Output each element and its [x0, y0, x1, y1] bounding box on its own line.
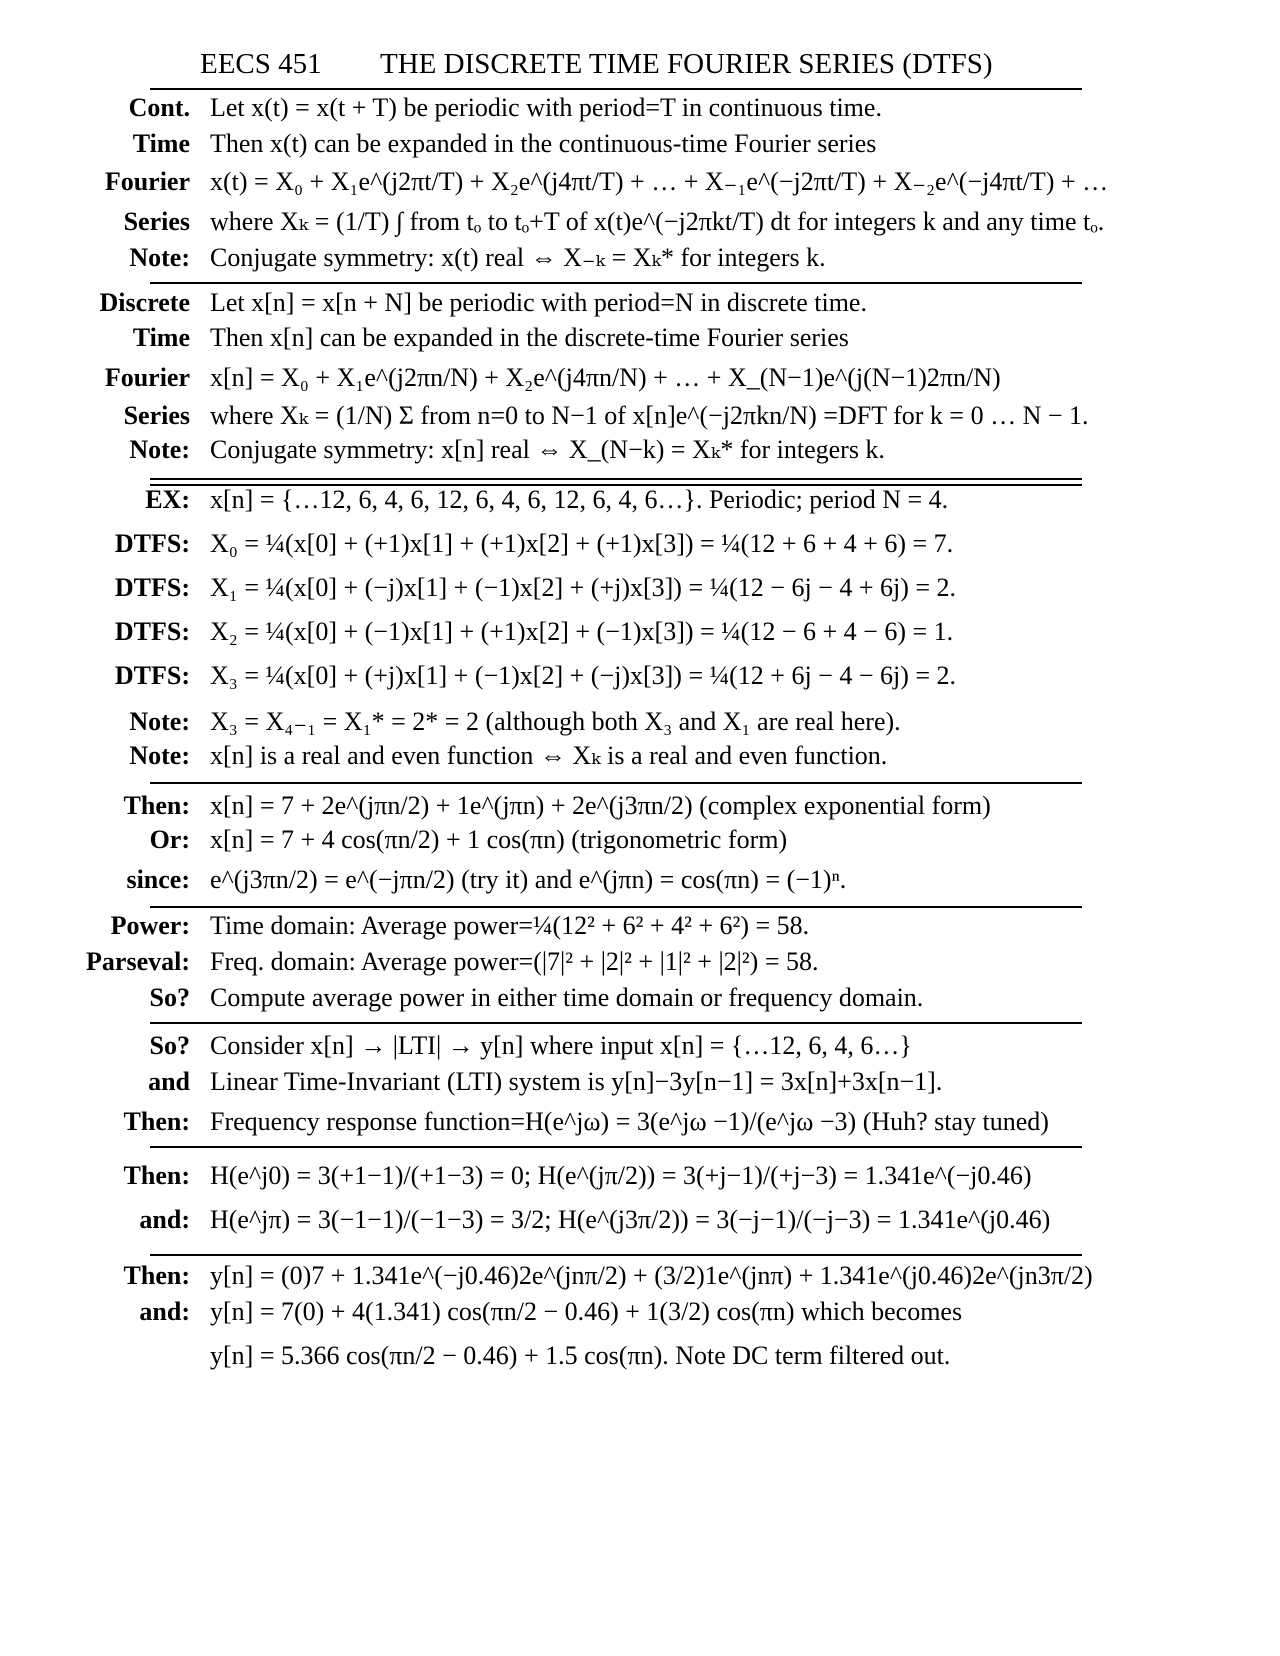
row-text: Then x(t) can be expanded in the continuous-time Fourier series [210, 129, 877, 158]
row-label: DTFS: [114, 661, 190, 690]
text-row [0, 524, 1280, 564]
row-text: Compute average power in either time domain or frequency domain. [210, 983, 924, 1012]
row-label: Then: [123, 1261, 190, 1290]
row-label: So? [149, 1031, 190, 1060]
row-label: Time [132, 323, 190, 352]
row-label: Fourier [104, 167, 190, 196]
row-label: Power: [110, 911, 190, 940]
row-text: x(t) = X₀ + X₁e^(j2πt/T) + X₂e^(j4πt/T) + … + X₋₁e^(−j2πt/T) + X₋₂e^(−j4πt/T) + … [210, 167, 1109, 196]
text-row [0, 942, 1280, 982]
row-label: DTFS: [114, 529, 190, 558]
row-label: since: [126, 865, 190, 894]
course-number: EECS 451 [200, 48, 322, 80]
row-label: Then: [123, 1107, 190, 1136]
row-text: x[n] = 7 + 2e^(jπn/2) + 1e^(jπn) + 2e^(j3πn/2) (complex exponential form) [210, 791, 991, 820]
text-row [0, 820, 1280, 860]
row-label: DTFS: [114, 573, 190, 602]
text-row [0, 1026, 1280, 1066]
row-text: Freq. domain: Average power=(|7|² + |2|² + |1|² + |2|²) = 58. [210, 947, 819, 976]
row-text: H(e^j0) = 3(+1−1)/(+1−3) = 0; H(e^(jπ/2)) = 3(+j−1)/(+j−3) = 1.341e^(−j0.46) [210, 1161, 1032, 1190]
row-text: Conjugate symmetry: x[n] real ⇔ X_(N−k) = Xₖ* for integers k. [210, 435, 885, 464]
row-label: Or: [149, 825, 190, 854]
text-row [0, 1200, 1280, 1240]
text-row [0, 978, 1280, 1018]
row-label: So? [149, 983, 190, 1012]
row-text: X₃ = X₄₋₁ = X₁* = 2* = 2 (although both X₃ and X₁ are real here). [210, 707, 901, 736]
row-text: X₁ = ¼(x[0] + (−j)x[1] + (−1)x[2] + (+j)x[3]) = ¼(12 − 6j − 4 + 6j) = 2. [210, 573, 957, 602]
row-text: y[n] = 7(0) + 4(1.341) cos(πn/2 − 0.46) + 1(3/2) cos(πn) which becomes [210, 1297, 963, 1326]
text-row [0, 1336, 1280, 1376]
row-text: Conjugate symmetry: x(t) real ⇔ X₋ₖ = Xₖ* for integers k. [210, 243, 826, 272]
row-label: Note: [129, 741, 190, 770]
row-text: X₃ = ¼(x[0] + (+j)x[1] + (−1)x[2] + (−j)x[3]) = ¼(12 + 6j − 4 − 6j) = 2. [210, 661, 957, 690]
row-label: Note: [129, 707, 190, 736]
row-label: EX: [145, 485, 190, 514]
row-text: e^(j3πn/2) = e^(−jπn/2) (try it) and e^(jπn) = cos(πn) = (−1)ⁿ. [210, 865, 847, 894]
text-row [0, 1062, 1280, 1102]
text-row [0, 238, 1280, 278]
text-row [0, 736, 1280, 776]
row-label: Time [132, 129, 190, 158]
text-row [0, 162, 1280, 202]
row-label: Then: [123, 1161, 190, 1190]
row-text: Let x[n] = x[n + N] be periodic with period=N in discrete time. [210, 288, 867, 317]
row-label: and [148, 1067, 190, 1096]
text-row [0, 1292, 1280, 1332]
row-text: Frequency response function=H(e^jω) = 3(e^jω −1)/(e^jω −3) (Huh? stay tuned) [210, 1107, 1049, 1136]
row-text: Linear Time-Invariant (LTI) system is y[n]−3y[n−1] = 3x[n]+3x[n−1]. [210, 1067, 943, 1096]
text-row [0, 906, 1280, 946]
section-divider [150, 1146, 1082, 1148]
text-row [0, 480, 1280, 520]
row-text: y[n] = 5.366 cos(πn/2 − 0.46) + 1.5 cos(πn). Note DC term filtered out. [210, 1341, 951, 1370]
text-row [0, 1256, 1280, 1296]
row-text: Consider x[n] → |LTI| → y[n] where input x[n] = {…12, 6, 4, 6…} [210, 1031, 912, 1060]
row-label: Series [123, 401, 190, 430]
row-label: and: [139, 1205, 190, 1234]
row-text: x[n] = X₀ + X₁e^(j2πn/N) + X₂e^(j4πn/N) + … + X_(N−1)e^(j(N−1)2πn/N) [210, 363, 1001, 392]
row-text: Time domain: Average power=¼(12² + 6² + 4² + 6²) = 58. [210, 911, 810, 940]
text-row [0, 430, 1280, 470]
row-label: Then: [123, 791, 190, 820]
text-row [0, 88, 1280, 128]
row-label: Series [123, 207, 190, 236]
text-row [0, 860, 1280, 900]
row-text: x[n] = {…12, 6, 4, 6, 12, 6, 4, 6, 12, 6, 4, 6…}. Periodic; period N = 4. [210, 485, 949, 514]
text-row [0, 568, 1280, 608]
row-label: Fourier [104, 363, 190, 392]
text-row [0, 656, 1280, 696]
row-label: Note: [129, 243, 190, 272]
row-text: y[n] = (0)7 + 1.341e^(−j0.46)2e^(jnπ/2) + (3/2)1e^(jnπ) + 1.341e^(j0.46)2e^(jn3π/2) [210, 1261, 1093, 1290]
row-label: Discrete [99, 288, 190, 317]
text-row [0, 202, 1280, 242]
text-row [0, 358, 1280, 398]
row-label: Parseval: [86, 947, 190, 976]
row-label: Cont. [128, 93, 190, 122]
section-divider [150, 782, 1082, 784]
text-row [0, 318, 1280, 358]
title-text: THE DISCRETE TIME FOURIER SERIES (DTFS) [380, 48, 993, 80]
row-text: X₂ = ¼(x[0] + (−1)x[1] + (+1)x[2] + (−1)x[3]) = ¼(12 − 6 + 4 − 6) = 1. [210, 617, 954, 646]
text-row [0, 124, 1280, 164]
text-row [0, 612, 1280, 652]
row-label: and: [139, 1297, 190, 1326]
row-text: Let x(t) = x(t + T) be periodic with period=T in continuous time. [210, 93, 882, 122]
row-text: x[n] = 7 + 4 cos(πn/2) + 1 cos(πn) (trigonometric form) [210, 825, 788, 854]
row-label: DTFS: [114, 617, 190, 646]
row-text: X₀ = ¼(x[0] + (+1)x[1] + (+1)x[2] + (+1)x[3]) = ¼(12 + 6 + 4 + 6) = 7. [210, 529, 954, 558]
row-text: H(e^jπ) = 3(−1−1)/(−1−3) = 3/2; H(e^(j3π/2)) = 3(−j−1)/(−j−3) = 1.341e^(j0.46) [210, 1205, 1051, 1234]
text-row [0, 283, 1280, 323]
text-row [0, 1156, 1280, 1196]
row-label: Note: [129, 435, 190, 464]
row-text: x[n] is a real and even function ⇔ Xₖ is a real and even function. [210, 741, 888, 770]
section-divider [150, 1022, 1082, 1024]
row-text: where Xₖ = (1/N) Σ from n=0 to N−1 of x[n]e^(−j2πkn/N) =DFT for k = 0 … N − 1. [210, 401, 1089, 430]
row-text: Then x[n] can be expanded in the discrete-time Fourier series [210, 323, 849, 352]
row-text: where Xₖ = (1/T) ∫ from tₒ to tₒ+T of x(t)e^(−j2πkt/T) dt for integers k and any time tₒ. [210, 207, 1105, 236]
text-row [0, 1102, 1280, 1142]
